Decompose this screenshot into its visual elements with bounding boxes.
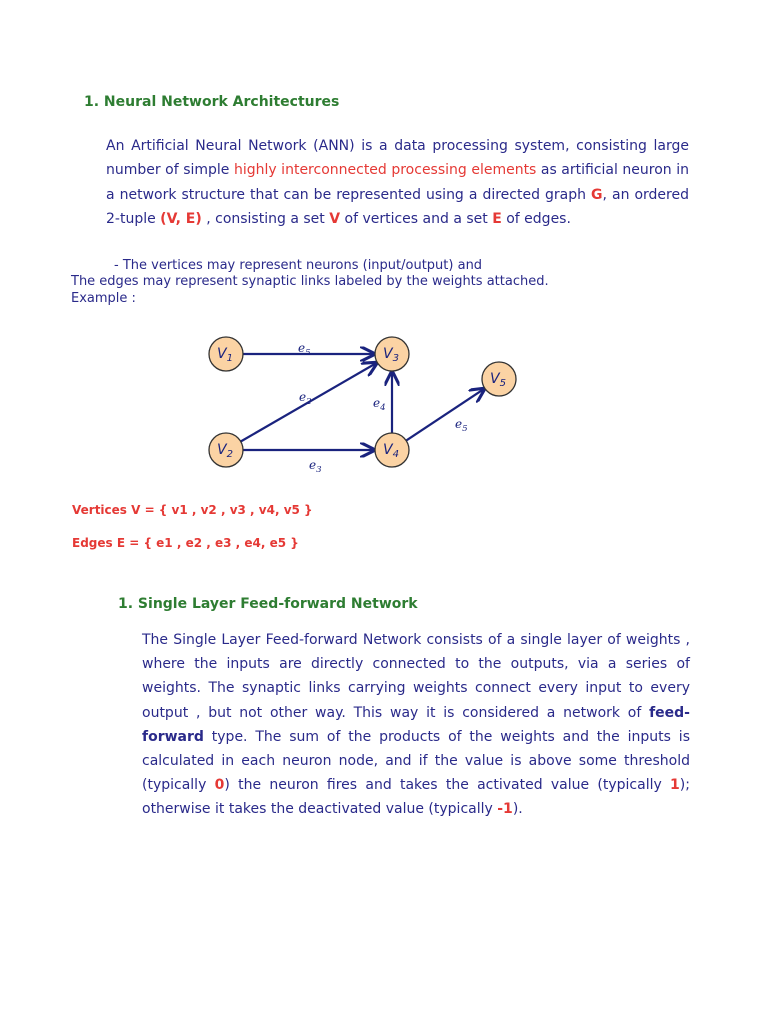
text-run: feed-forward [142,704,690,745]
example-label: Example : [71,291,136,306]
edge-label: $e_2$ [299,390,312,407]
text-run: highly interconnected processing elements [233,162,537,179]
text-run: G [591,186,603,203]
node-v3 [375,337,409,371]
directed-graph-diagram [195,330,525,480]
ann-definition-paragraph [106,134,689,232]
edge-label: $e_5$ [298,341,311,358]
node-label: $V_4$ [383,442,399,460]
node-label: $V_2$ [217,442,233,460]
edge-label: $e_5$ [455,417,468,434]
text-run: -1 [497,801,513,818]
vertices-set: Vertices V = { v1 , v2 , v3 , v4, v5 } [72,503,313,517]
text-run: ) the neuron fires and takes the activated value (typically [224,777,671,794]
section-1-heading: 1. Neural Network Architectures [84,94,340,110]
node-v2 [209,433,243,467]
edge-v4-v5 [406,389,484,441]
section-2-heading: 1. Single Layer Feed-forward Network [118,596,418,612]
text-run: , consisting a set [201,211,330,228]
node-label: $V_5$ [490,371,506,389]
text-run: (V, E) [160,211,202,228]
node-label: $V_1$ [217,346,233,364]
text-run: of vertices and a set [340,211,493,228]
text-run: of edges. [501,211,571,228]
text-run: 1 [670,777,680,794]
text-run: E [492,211,502,228]
node-v5 [482,362,516,396]
text-run: 0 [214,777,225,794]
text-run: ). [512,801,523,818]
text-run: V [329,211,341,228]
edges-note: The edges may represent synaptic links labeled by the weights attached. [71,274,549,289]
text-run: as artificial neuron in a network structure that can be represented using a directed graph [106,162,689,203]
edge-label: $e_3$ [309,458,322,475]
node-v1 [209,337,243,371]
text-run: The Single Layer Feed-forward Network consists of a single layer of weights , where the inputs are directly connected to the outputs, via a series of weights. The synaptic links carrying weights connect every input to every output , but not other way. This way it is considered a network of [142,632,690,721]
edge-label: $e_4$ [373,396,386,413]
node-label: $V_3$ [383,346,399,364]
edges-set: Edges E = { e1 , e2 , e3 , e4, e5 } [72,536,299,550]
text-run: type. The sum of the products of the weights and the inputs is calculated in each neuron node, and if the value is above some threshold (typically [142,728,690,794]
text-run: , an ordered 2-tuple [106,186,689,228]
vertices-note: - The vertices may represent neurons (input/output) and [114,258,483,273]
node-v4 [375,433,409,467]
feed-forward-paragraph [142,628,690,822]
text-run: An Artificial Neural Network (ANN) is a data processing system, consisting large number of simple [106,138,689,179]
text-run: ); otherwise it takes the deactivated value (typically [142,777,690,818]
